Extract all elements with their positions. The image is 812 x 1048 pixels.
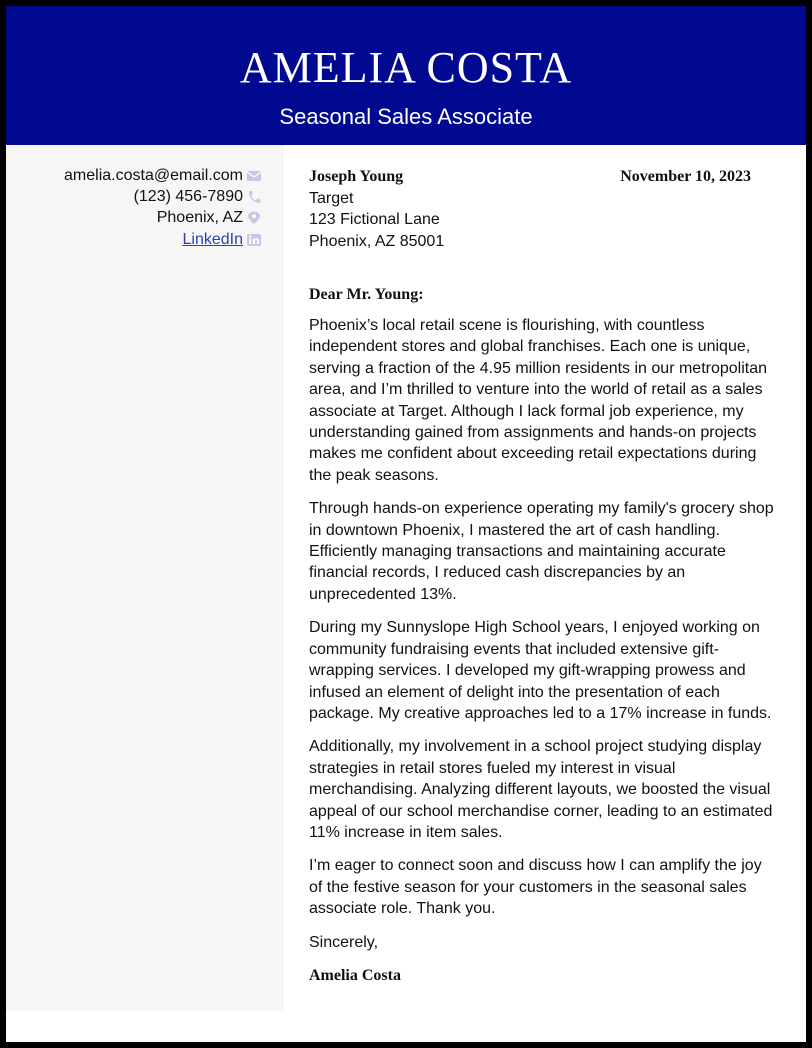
linkedin-link[interactable]: LinkedIn — [182, 231, 243, 249]
contact-location: Phoenix, AZ — [156, 209, 243, 227]
recipient-block — [309, 166, 609, 252]
letter-paragraphs — [309, 315, 779, 986]
recipient-company: Target — [309, 189, 354, 207]
letter-date: November 10, 2023 — [620, 168, 751, 185]
recipient-street: 123 Fictional Lane — [309, 211, 440, 228]
contact-phone: (123) 456-7890 — [133, 188, 243, 206]
contact-email-row — [12, 165, 262, 186]
contact-linkedin-row — [12, 229, 262, 250]
greeting: Dear Mr. Young: — [309, 286, 424, 303]
applicant-name: AMELIA COSTA — [239, 43, 573, 92]
phone-icon — [246, 190, 262, 204]
header-banner — [6, 6, 806, 145]
paragraph: Phoenix’s local retail scene is flourishing, with countless independent stores and global franchises. Each one is unique, serving a fraction of the 4.95 million residents in our metropolitan area, and I’m thrilled to venture into the world of retail as a sales associate at Target. Although I lack formal job experience, my understanding gained from assignments and hands-on projects makes me confident about exceeding retail expectations during the peak seasons. — [309, 317, 768, 484]
contact-location-row — [12, 207, 262, 228]
contact-phone-row — [12, 186, 262, 207]
recipient-name: Joseph Young — [309, 168, 404, 185]
location-pin-icon — [246, 211, 262, 225]
contact-email: amelia.costa@email.com — [64, 167, 243, 185]
linkedin-icon — [246, 233, 262, 247]
paragraph: Additionally, my involvement in a school project studying display strategies in retail stores fueled my interest in visual merchandising. Analyzing different layouts, we boosted the visual appeal of our school merchandise corner, leading to an estimated 11% increase in item sales. — [309, 738, 773, 841]
closing: Sincerely, — [309, 933, 379, 951]
paragraph: I’m eager to connect soon and discuss how I can amplify the joy of the festive season for your customers in the seasonal sales associate role. Thank you. — [309, 857, 762, 918]
envelope-icon — [246, 169, 262, 183]
paragraph: During my Sunnyslope High School years, I enjoyed working on community fundraising events that included extensive gift-wrapping services. I developed my gift-wrapping prowess and infused an element of delight into the presentation of each package. My creative approaches led to a 17% increase in funds. — [309, 619, 772, 722]
paragraph: Through hands-on experience operating my family's grocery shop in downtown Phoenix, I mastered the art of cash handling. Efficiently managing transactions and maintaining accurate financial records, I reduced cash discrepancies by an unprecedented 13%. — [309, 500, 774, 603]
signature: Amelia Costa — [309, 966, 401, 984]
contact-sidebar — [6, 145, 284, 1011]
recipient-city: Phoenix, AZ 85001 — [309, 232, 445, 250]
applicant-role: Seasonal Sales Associate — [279, 104, 533, 129]
cover-letter-page — [6, 6, 806, 1042]
